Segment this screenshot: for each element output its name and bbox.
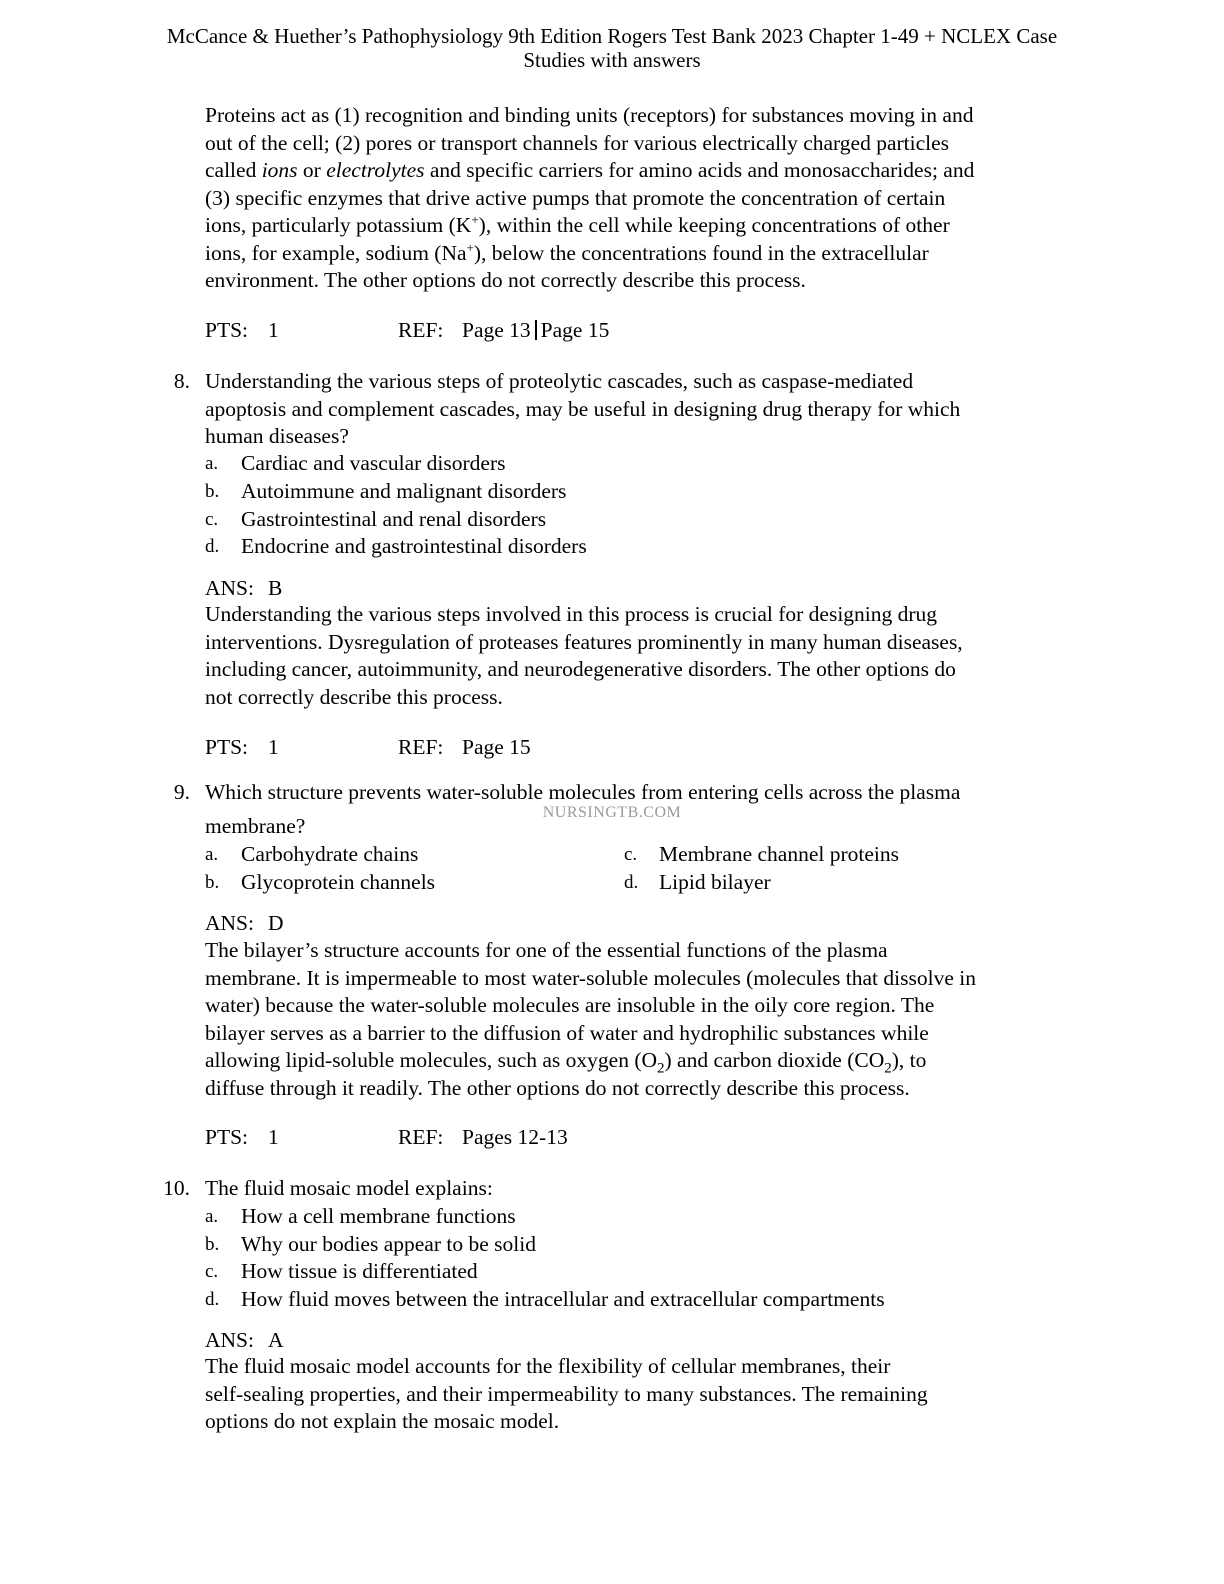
- text-run: ions, particularly potassium (K: [205, 213, 472, 237]
- q8-ref-value: Page 15: [462, 735, 531, 759]
- q10-rationale-line: The fluid mosaic model accounts for the flexibility of cellular membranes, their: [205, 1354, 891, 1378]
- text-run: ), below the concentrations found in the extracellular: [473, 240, 929, 265]
- q9-rationale-line: [205, 1047, 1065, 1075]
- q9-stem-line: Which structure prevents water-soluble molecules from entering cells across the plasma: [205, 780, 961, 804]
- q10-option-a: How a cell membrane functions: [241, 1204, 516, 1228]
- q10-rationale-line: options do not explain the mosaic model.: [205, 1409, 560, 1433]
- q7-rationale-line: out of the cell; (2) pores or transport channels for various electrically charged particles: [205, 130, 950, 155]
- q10-rationale: [205, 1353, 1065, 1436]
- q8-option-c: Gastrointestinal and renal disorders: [241, 507, 547, 531]
- text-run: or: [297, 158, 327, 182]
- q9-pts-value: 1: [268, 1125, 279, 1149]
- q9-answer-label: ANS:: [205, 911, 254, 935]
- text-run: ions, for example, sodium (Na: [205, 240, 467, 265]
- q10-option-b-letter: b.: [205, 1234, 220, 1255]
- q8-stem-line: apoptosis and complement cascades, may be useful in designing drug therapy for which: [205, 396, 961, 421]
- q10-option-b: Why our bodies appear to be solid: [241, 1232, 536, 1256]
- q10-answer-value: A: [268, 1328, 284, 1352]
- q10-option-d: How fluid moves between the intracellular and extracellular compartments: [241, 1287, 885, 1311]
- q9-option-c: Membrane channel proteins: [659, 842, 899, 866]
- q10-stem-line: The fluid mosaic model explains:: [205, 1176, 493, 1200]
- italic-term-electrolytes: electrolytes: [326, 158, 425, 182]
- q8-stem-line: human diseases?: [205, 424, 349, 448]
- q7-pts-label: PTS:: [205, 318, 249, 342]
- q10-option-d-letter: d.: [205, 1289, 220, 1310]
- q10-option-a-letter: a.: [205, 1206, 219, 1227]
- q9-stem-line: membrane?: [205, 814, 306, 838]
- page-header: [0, 24, 1224, 72]
- q8-rationale-line: not correctly describe this process.: [205, 684, 503, 709]
- q8-pts-value: 1: [268, 735, 279, 759]
- superscript: +: [466, 239, 474, 255]
- q9-rationale-line: diffuse through it readily. The other options do not correctly describe this process.: [205, 1075, 910, 1100]
- q10-option-c-letter: c.: [205, 1261, 219, 1282]
- q9-number: 9.: [173, 780, 190, 804]
- q7-pts-value: 1: [268, 318, 279, 342]
- q9-pts-label: PTS:: [205, 1125, 249, 1149]
- q8-rationale-line: including cancer, autoimmunity, and neurodegenerative disorders. The other options do: [205, 657, 956, 681]
- q8-ref-label: REF:: [398, 735, 444, 759]
- q10-option-c: How tissue is differentiated: [241, 1259, 478, 1283]
- subscript: 2: [884, 1060, 892, 1077]
- header-title-line1: McCance & Huether’s Pathophysiology 9th Edition Rogers Test Bank 2023 Chapter 1-49 + NCLEX Case: [166, 24, 1058, 48]
- q9-answer-value: D: [268, 911, 284, 935]
- text-run: called: [205, 158, 262, 182]
- q8-answer-label: ANS:: [205, 576, 254, 600]
- q10-rationale-line: self-sealing properties, and their impermeability to many substances. The remaining: [205, 1381, 928, 1406]
- q8-option-b: Autoimmune and malignant disorders: [241, 479, 567, 503]
- text-run: ), to: [891, 1048, 927, 1072]
- q9-option-b-letter: b.: [205, 872, 220, 893]
- superscript: +: [471, 212, 479, 227]
- q8-stem: [205, 368, 1065, 451]
- q7-ref-label: REF:: [398, 318, 444, 342]
- q8-pts-label: PTS:: [205, 735, 249, 759]
- q7-rationale-line: [205, 157, 1065, 185]
- q8-option-a: Cardiac and vascular disorders: [241, 451, 506, 475]
- q9-option-d-letter: d.: [624, 872, 639, 893]
- q9-option-d: Lipid bilayer: [659, 870, 771, 894]
- q8-number: 8.: [173, 369, 190, 393]
- q7-rationale-line: Proteins act as (1) recognition and binding units (receptors) for substances moving in and: [205, 103, 974, 127]
- ref-separator: [535, 320, 537, 340]
- q7-ref-value: [462, 317, 609, 345]
- q8-rationale-line: interventions. Dysregulation of proteases features prominently in many human diseases,: [205, 629, 963, 654]
- q9-option-c-letter: c.: [624, 844, 638, 865]
- q9-ref-value: Pages 12-13: [462, 1125, 568, 1149]
- q8-answer-value: B: [268, 576, 283, 600]
- text-run: and specific carriers for amino acids and monosaccharides; and: [424, 158, 975, 182]
- q9-ref-label: REF:: [398, 1125, 444, 1149]
- ref-page: Page 15: [540, 318, 610, 342]
- q7-rationale-line: environment. The other options do not correctly describe this process.: [205, 268, 806, 292]
- q8-option-d-letter: d.: [205, 536, 220, 557]
- q7-rationale-line: [205, 212, 1065, 240]
- q8-rationale-line: Understanding the various steps involved in this process is crucial for designing drug: [205, 602, 938, 626]
- q7-rationale: [205, 102, 1065, 295]
- subscript: 2: [657, 1060, 665, 1077]
- q9-rationale-line: The bilayer’s structure accounts for one of the essential functions of the plasma: [205, 938, 888, 962]
- q9-rationale-line: water) because the water-soluble molecules are insoluble in the oily core region. The: [205, 993, 935, 1017]
- q7-rationale-line: (3) specific enzymes that drive active pumps that promote the concentration of certain: [205, 185, 946, 210]
- header-title-line2: Studies with answers: [523, 48, 701, 72]
- watermark: NURSINGTB.COM: [542, 804, 682, 821]
- q9-option-a: Carbohydrate chains: [241, 842, 419, 866]
- q9-rationale-line: bilayer serves as a barrier to the diffusion of water and hydrophilic substances while: [205, 1020, 929, 1045]
- q9-option-a-letter: a.: [205, 844, 219, 865]
- text-run: ) and carbon dioxide (CO: [664, 1048, 885, 1072]
- q7-rationale-line: [205, 240, 1065, 268]
- q8-option-a-letter: a.: [205, 453, 219, 474]
- ref-page: Page 13: [462, 318, 531, 342]
- q9-option-b: Glycoprotein channels: [241, 870, 436, 894]
- q8-option-b-letter: b.: [205, 481, 220, 502]
- q8-rationale: [205, 601, 1065, 711]
- italic-term-ions: ions: [261, 158, 298, 182]
- q8-option-d: Endocrine and gastrointestinal disorders: [241, 534, 587, 558]
- q8-option-c-letter: c.: [205, 509, 219, 530]
- q9-rationale-line: membrane. It is impermeable to most water-soluble molecules (molecules that dissolve in: [205, 965, 976, 990]
- text-run: allowing lipid-soluble molecules, such as oxygen (O: [205, 1048, 658, 1072]
- q10-number: 10.: [163, 1176, 190, 1200]
- q8-stem-line: Understanding the various steps of proteolytic cascades, such as caspase-mediated: [205, 369, 914, 393]
- text-run: ), within the cell while keeping concentrations of other: [478, 213, 950, 237]
- q10-answer-label: ANS:: [205, 1328, 254, 1352]
- q9-rationale: [205, 937, 1065, 1102]
